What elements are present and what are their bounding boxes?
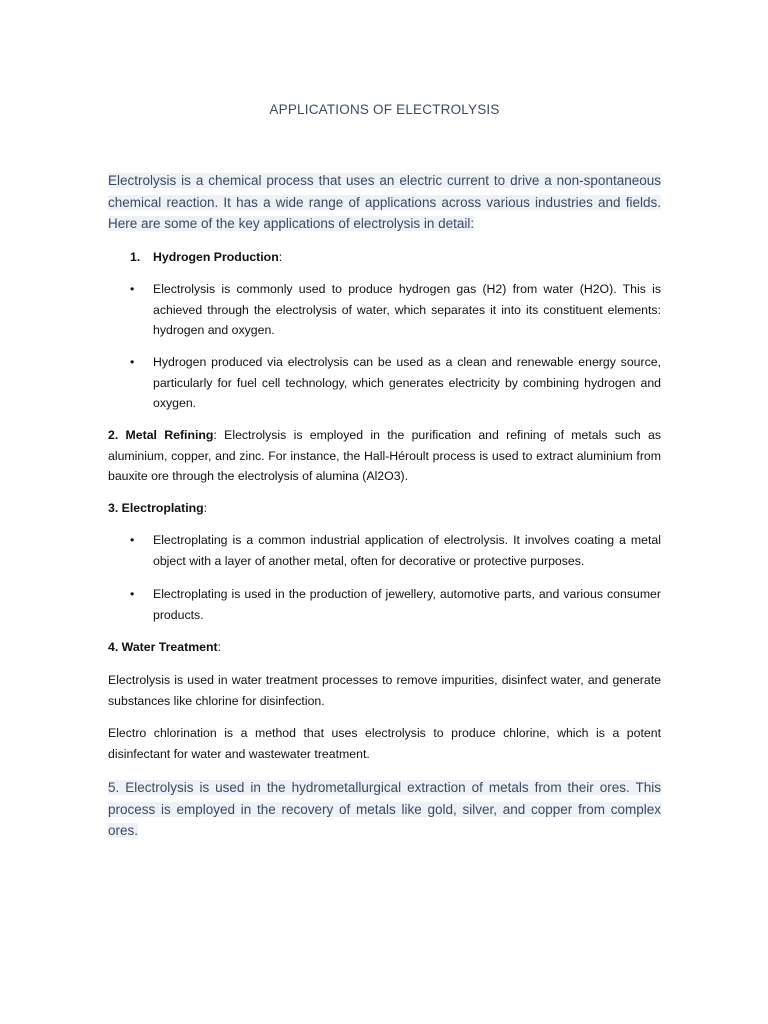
intro-text: Electrolysis is a chemical process that uses an electric current to drive a non-spontaneous chemical reaction. It has a wide range of applications across various industries and fields. Here are some of the key applications of electrolysis in detail: bbox=[108, 173, 661, 231]
bullet-text: Electrolysis is commonly used to produce hydrogen gas (H2) from water (H2O). This is achieved through the electrolysis of water, which separates it into its constituent elements: hydrogen and oxygen. bbox=[153, 282, 661, 337]
section-4-title: 4. Water Treatment bbox=[108, 640, 218, 654]
intro-paragraph bbox=[108, 170, 661, 235]
section-3-heading bbox=[108, 498, 661, 519]
section-3-title: 3. Electroplating bbox=[108, 501, 204, 515]
document-title: APPLICATIONS OF ELECTROLYSIS bbox=[269, 102, 500, 117]
section-2-paragraph bbox=[108, 425, 661, 487]
section-2-title: 2. Metal Refining bbox=[108, 428, 214, 442]
section-4-paragraph-2: Electro chlorination is a method that uses electrolysis to produce chlorine, which is a potent disinfectant for water and wastewater treatment. bbox=[108, 726, 661, 761]
bullet-text: Electroplating is a common industrial application of electrolysis. It involves coating a metal object with a layer of another metal, often for decorative or protective purposes. bbox=[153, 533, 661, 568]
section-2-text: : Electrolysis is employed in the purification and refining of metals such as aluminium, copper, and zinc. For instance, the Hall-Héroult process is used to extract aluminium from bauxite ore through the electrolysis of alumina (Al2O3). bbox=[108, 428, 662, 483]
bullet-icon: • bbox=[130, 282, 135, 296]
bullet-text: Hydrogen produced via electrolysis can be used as a clean and renewable energy source, particularly for fuel cell technology, which generates electricity by combining hydrogen and oxygen. bbox=[153, 355, 661, 410]
section-5-text: 5. Electrolysis is used in the hydrometallurgical extraction of metals from their ores. This process is employed in the recovery of metals like gold, silver, and copper from complex ores. bbox=[108, 780, 661, 838]
section-4-heading bbox=[108, 637, 661, 658]
bullet-text: Electroplating is used in the production of jewellery, automotive parts, and various consumer products. bbox=[153, 587, 661, 622]
section-1-number: 1. bbox=[130, 250, 141, 264]
section-3-colon: : bbox=[203, 501, 208, 515]
section-5-paragraph bbox=[108, 777, 661, 842]
section-4-paragraph-1: Electrolysis is used in water treatment processes to remove impurities, disinfect water, and generate substances like chlorine for disinfection. bbox=[108, 673, 661, 708]
section-1-title-wrap bbox=[153, 247, 282, 268]
section-1-title: Hydrogen Production bbox=[153, 250, 279, 264]
bullet-icon: • bbox=[130, 533, 135, 547]
section-4-colon: : bbox=[217, 640, 221, 654]
bullet-icon: • bbox=[130, 355, 135, 369]
bullet-icon: • bbox=[130, 587, 135, 601]
section-1-colon: : bbox=[278, 250, 283, 264]
